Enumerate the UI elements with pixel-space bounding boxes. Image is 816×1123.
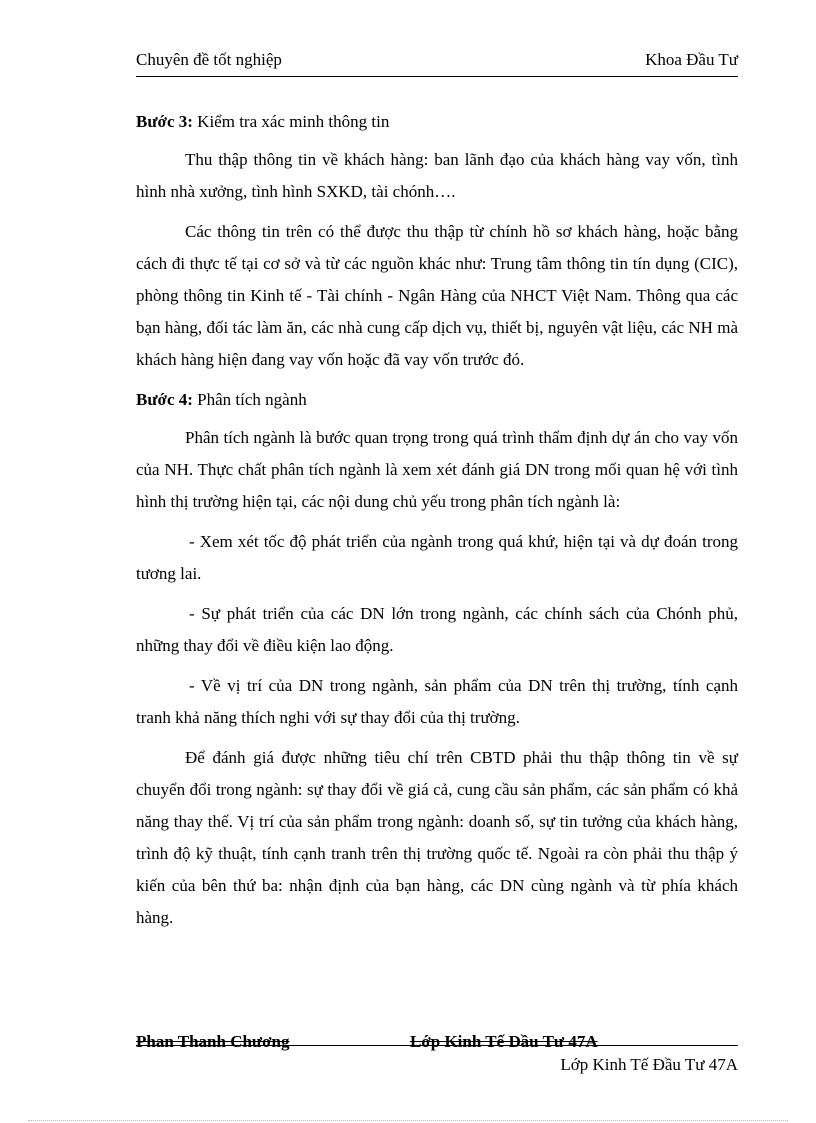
step3-paragraph-1: Thu thập thông tin về khách hàng: ban lãnh đạo của khách hàng vay vốn, tình hình nhà xưởng, tình hình SXKD, tài chónh…. xyxy=(136,150,738,201)
header-title: Chuyên đề tốt nghiệp xyxy=(136,50,282,69)
header-faculty: Khoa Đầu Tư xyxy=(645,50,738,69)
bullet-item: - Về vị trí của DN trong ngành, sản phẩm của DN trên thị trường, tính cạnh tranh khả năng thích nghi với sự thay đổi của thị trường. xyxy=(136,676,738,727)
footer-class-struck: Lớp Kinh Tế Đầu Tư 47A xyxy=(410,1032,598,1051)
step4-label: Bước 4: xyxy=(136,390,193,409)
step4-heading xyxy=(136,384,738,416)
step4-paragraph-2: Để đánh giá được những tiêu chí trên CBTD phải thu thập thông tin về sự chuyển đổi trong ngành: sự thay đổi về giá cả, cung cầu sản phẩm, các sản phẩm có khả năng thay thế. Vị trí của sản phẩm trong ngành: doanh số, sự tin tưởng của khách hàng, trình độ kỹ thuật, tính cạnh tranh trên thị trường quốc tế. Ngoài ra còn phải thu thập ý kiến của bên thứ ba: nhận định của bạn hàng, các DN cùng ngành và từ phía khách hàng. xyxy=(136,748,738,927)
step4-paragraph-1: Phân tích ngành là bước quan trọng trong quá trình thẩm định dự án cho vay vốn của NH. Thực chất phân tích ngành là xem xét đánh giá DN trong mối quan hệ với tình hình thị trường hiện tại, các nội dung chủ yếu trong phân tích ngành là: xyxy=(136,428,738,511)
footer-author: Phan Thanh Chương xyxy=(136,1032,290,1051)
step3-label: Bước 3: xyxy=(136,112,193,131)
footer-rule xyxy=(136,1045,738,1046)
step3-title: Kiểm tra xác minh thông tin xyxy=(192,112,390,131)
bullet-item: - Xem xét tốc độ phát triển của ngành trong quá khứ, hiện tại và dự đoán trong tương lai. xyxy=(136,532,738,583)
bullet-item: - Sự phát triển của các DN lớn trong ngành, các chính sách của Chónh phủ, những thay đổi về điều kiện lao động. xyxy=(136,604,738,655)
footer-class: Lớp Kinh Tế Đầu Tư 47A xyxy=(560,1055,738,1074)
page-bottom-divider xyxy=(28,1120,788,1121)
step4-title: Phân tích ngành xyxy=(192,390,307,409)
step3-heading xyxy=(136,106,738,138)
step3-paragraph-2: Các thông tin trên có thể được thu thập từ chính hồ sơ khách hàng, hoặc bằng cách đi thực tế tại cơ sở và từ các nguồn khác như: Trung tâm thông tin tín dụng (CIC), phòng thông tin Kinh tế - Tài chính - Ngân Hàng của NHCT Việt Nam. Thông qua các bạn hàng, đối tác làm ăn, các nhà cung cấp dịch vụ, thiết bị, nguyên vật liệu, các NH mà khách hàng hiện đang vay vốn hoặc đã vay vốn trước đó. xyxy=(136,222,738,369)
document-body xyxy=(136,106,738,942)
page-header xyxy=(136,48,738,77)
